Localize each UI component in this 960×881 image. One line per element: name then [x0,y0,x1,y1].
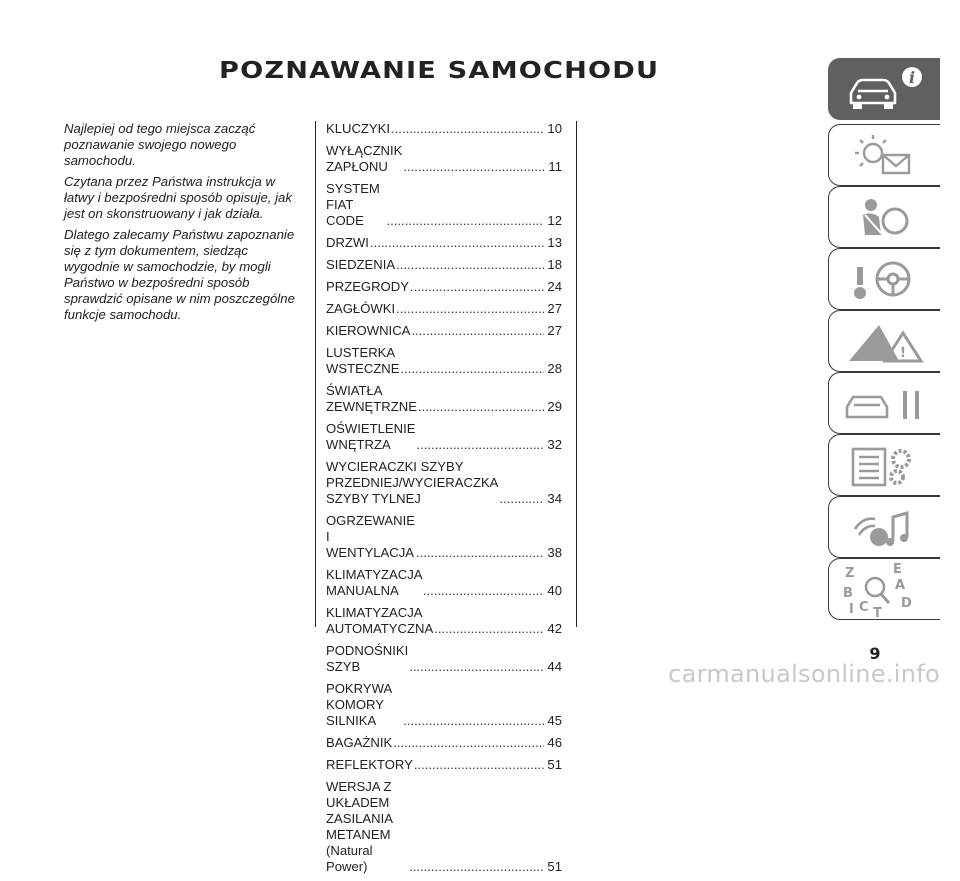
intro-text [64,121,306,328]
multimedia-music-icon [829,497,940,558]
toc-entry[interactable] [326,121,562,137]
toc-entry-title: DRZWI [326,235,369,250]
toc-entry[interactable] [326,605,562,637]
warning-lights-message-icon [829,125,940,186]
index-letter: E [893,562,902,577]
toc-dot-leader [416,545,544,561]
toc-dot-leader [396,301,544,317]
toc-entry-title: SIEDZENIA [326,257,396,272]
toc-entry[interactable] [326,143,562,175]
index-letter: B [843,586,853,601]
toc-entry-page: 51 [547,757,562,772]
toc-entry-page: 40 [547,583,562,598]
toc-entry-page: 51 [547,859,562,874]
toc-dot-leader [434,621,544,637]
toc-entry-page: 27 [547,323,562,338]
toc-entry-title: KLIMATYZACJA MANUALNA [326,567,422,598]
toc-dot-leader [409,859,544,875]
road-warning-triangle-icon [829,311,940,372]
toc-entry[interactable] [326,345,562,377]
car-info-icon [829,59,940,120]
toc-entry-page: 24 [547,279,562,294]
toc-dot-leader [370,235,545,251]
toc-entry-page: 13 [547,235,562,250]
intro-paragraph: Dlatego zalecamy Państwu zapoznanie się z tym dokumentem, siedząc wygodnie w samochodzie, by mogli Państwo w bezpośredni sposób sprawdzić opisane w nim poszczególne funkcje samochodu. [64,227,295,322]
toc-entry[interactable] [326,301,562,317]
toc-dot-leader [499,491,544,507]
toc-entry-page: 46 [547,735,562,750]
toc-dot-leader [409,659,544,675]
toc-entry-title: REFLEKTORY [326,757,413,772]
tab-multimedia[interactable] [828,496,940,558]
toc-entry[interactable] [326,279,562,295]
toc-entry-page: 44 [547,659,562,674]
alphabetical-index-icon [829,559,940,620]
toc-entry[interactable] [326,383,562,415]
toc-entry[interactable] [326,735,562,751]
toc-dot-leader [403,159,545,175]
toc-dot-leader [387,213,545,229]
tab-technical-data[interactable] [828,434,940,496]
toc-entry-page: 42 [547,621,562,636]
intro-paragraph: Czytana przez Państwa instrukcja w łatwy i bezpośredni sposób opisuje, jak jest on skonstruowany i jak działa. [64,174,292,221]
toc-entry-title: WYŁĄCZNIK ZAPŁONU [326,143,403,174]
toc-entry-page: 29 [547,399,562,414]
toc-entry[interactable] [326,681,562,729]
toc-dot-leader [423,583,545,599]
car-service-wrench-icon [829,373,940,434]
table-of-contents [326,121,562,881]
index-letter: I [849,602,854,617]
toc-entry-title: OGRZEWANIE I WENTYLACJA [326,513,415,560]
toc-dot-leader [410,279,544,295]
svg-text:i: i [908,68,916,87]
toc-entry-title: OŚWIETLENIE WNĘTRZA [326,421,416,452]
column-divider-left [315,121,316,627]
toc-entry-page: 18 [547,257,562,272]
toc-entry-title: PRZEGRODY [326,279,409,294]
page-title: POZNAWANIE SAMOCHODU [219,58,660,84]
toc-dot-leader [403,713,544,729]
index-letter: A [895,578,906,593]
tab-index[interactable] [828,558,940,620]
index-letter: D [901,596,912,611]
toc-dot-leader [414,757,545,773]
toc-entry-page: 32 [547,437,562,452]
index-letter: C [859,600,869,615]
toc-entry-title: WERSJA Z UKŁADEM ZASILANIA METANEM (Natural Power) [326,779,393,874]
column-divider-right [576,121,577,627]
svg-text:!: ! [899,345,907,361]
page-number: 9 [869,644,881,663]
toc-entry-page: 12 [547,213,562,228]
toc-entry-page: 38 [547,545,562,560]
toc-entry[interactable] [326,779,562,875]
toc-entry-title: KLIMATYZACJA AUTOMATYCZNA [326,605,434,636]
tab-starting-driving[interactable] [828,248,940,310]
toc-dot-leader [417,437,545,453]
toc-entry-title: KLUCZYKI [326,121,391,136]
key-steering-wheel-icon [829,249,940,310]
index-letter: Z [845,566,855,581]
toc-entry-page: 10 [547,121,562,136]
specifications-gear-icon [829,435,940,496]
toc-entry-page: 34 [547,491,562,506]
toc-entry[interactable] [326,513,562,561]
index-letter: T [873,606,882,621]
toc-entry-page: 11 [548,159,562,174]
toc-entry[interactable] [326,181,562,229]
toc-entry-title: ZAGŁÓWKI [326,301,396,316]
toc-entry-page: 28 [547,361,562,376]
toc-entry-title: SYSTEM FIAT CODE [326,181,380,228]
tab-warning-lights[interactable] [828,124,940,186]
toc-dot-leader [400,361,544,377]
toc-dot-leader [393,735,544,751]
toc-entry[interactable] [326,643,562,675]
toc-entry-title: BAGAŻNIK [326,735,393,750]
tab-maintenance[interactable] [828,372,940,434]
toc-dot-leader [391,121,544,137]
tab-car-info[interactable] [828,58,940,120]
toc-entry[interactable] [326,257,562,273]
toc-entry[interactable] [326,235,562,251]
tab-safety[interactable] [828,186,940,248]
toc-entry-title: PODNOŚNIKI SZYB [326,643,409,674]
toc-entry-title: ŚWIATŁA ZEWNĘTRZNE [326,383,417,414]
airbag-seatbelt-icon [829,187,940,248]
toc-entry-title: KIEROWNICA [326,323,411,338]
toc-dot-leader [418,399,545,415]
toc-entry[interactable] [326,459,562,507]
toc-entry[interactable] [326,323,562,339]
toc-entry-title: POKRYWA KOMORY SILNIKA [326,681,392,728]
toc-entry[interactable] [326,421,562,453]
toc-entry-page: 27 [547,301,562,316]
tab-emergency[interactable] [828,310,940,372]
watermark: carmanualsonline.info [668,660,940,688]
toc-entry-title: WYCIERACZKI SZYBY PRZEDNIEJ/WYCIERACZKA SZYBY TYLNEJ [326,459,499,506]
toc-entry[interactable] [326,567,562,599]
toc-entry[interactable] [326,757,562,773]
toc-entry-title: LUSTERKA WSTECZNE [326,345,400,376]
toc-dot-leader [396,257,544,273]
toc-entry-page: 45 [547,713,562,728]
intro-paragraph: Najlepiej od tego miejsca zacząć poznawanie swojego nowego samochodu. [64,121,256,168]
toc-dot-leader [411,323,544,339]
